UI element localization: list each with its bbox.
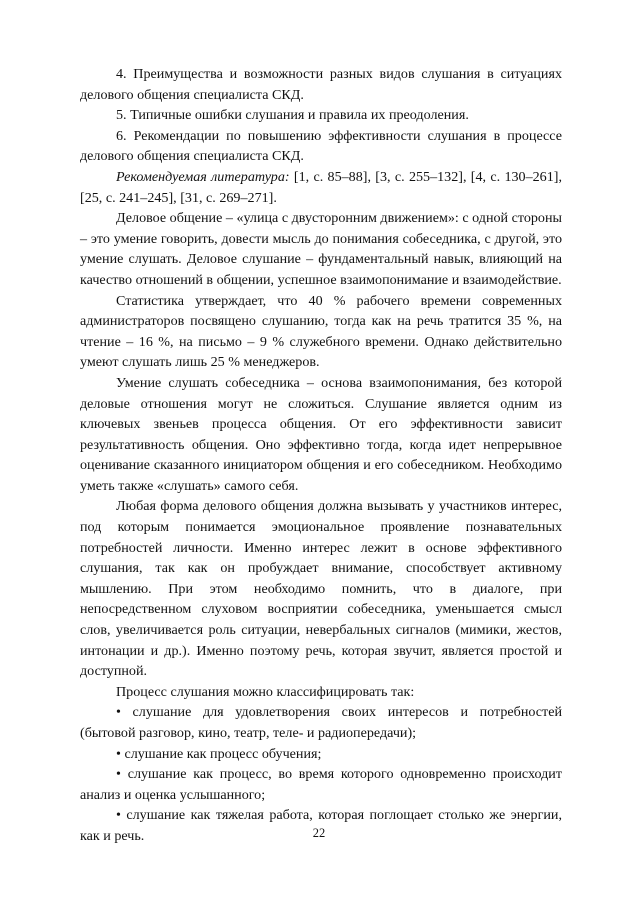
paragraph-classification: Процесс слушания можно классифицировать так:: [116, 683, 415, 700]
literature-label: Рекомендуемая литература:: [116, 168, 290, 185]
page-number: 22: [312, 826, 326, 840]
bullet-item-learning: • слушание как процесс обучения;: [116, 745, 322, 762]
bullet-item-interests: • слушание для удовлетворения своих интересов и потребностей (бытовой разговор, кино, театр, теле- и радиопередачи);: [80, 704, 562, 741]
paragraph-statistics: Статистика утверждает, что 40 % рабочего времени современных администраторов посвящено слушанию, тогда как на речь тратится 35 %, на чтение – 16 %, на письмо – 9 % служебного времени. Однако действительно умеют слушать лишь 25 % менеджеров.: [80, 292, 562, 371]
bullet-item-hard-work: • слушание как тяжелая работа, которая поглощает столько же энергии, как и речь.: [80, 807, 562, 844]
question-item-5: 5. Типичные ошибки слушания и правила их преодоления.: [116, 107, 469, 124]
paragraph-interest: Любая форма делового общения должна вызывать у участников интерес, под которым понимается эмоциональное проявление познавательных потребностей личности. Именно интерес лежит в основе эффективного слушания, так как он пробуждает внимание, способствует активному мышлению. При этом необходимо помнить, что в диалоге, при непосредственном слуховом восприятии собеседника, уменьшается смысл слов, увеличивается роль ситуации, невербальных сигналов (мимики, жестов, интонации и др.). Именно поэтому речь, которая звучит, является простой и доступной.: [80, 498, 562, 680]
bullet-item-analysis: • слушание как процесс, во время которого одновременно происходит анализ и оценка услышанного;: [80, 766, 562, 803]
page-body: [80, 64, 562, 847]
literature-references: [1, с. 85–88], [3, с. 255–132], [4, с. 130–261], [25, с. 241–245], [31, с. 269–271].: [80, 168, 562, 206]
paragraph-business-communication: Деловое общение – «улица с двусторонним движением»: с одной стороны – это умение говорить, довести мысль до понимания собеседника, с другой, это умение слушать. Деловое слушание – фундаментальный навык, влияющий на качество отношений в общении, успешное взаимопонимание и взаимодействие.: [80, 210, 562, 288]
recommended-literature: [80, 167, 562, 208]
question-item-6: 6. Рекомендации по повышению эффективности слушания в процессе делового общения специалиста СКД.: [80, 127, 562, 165]
paragraph-listening-skill: Умение слушать собеседника – основа взаимопонимания, без которой деловые отношения могут не сложиться. Слушание является одним из ключевых звеньев процесса общения. От его эффективности зависит результативность общения. Оно эффективно тогда, когда идет непрерывное оценивание сказанного инициатором общения и его собеседником. Необходимо уметь также «слушать» самого себя.: [80, 374, 562, 494]
question-item-4: 4. Преимущества и возможности разных видов слушания в ситуациях делового общения специалиста СКД.: [80, 66, 562, 103]
